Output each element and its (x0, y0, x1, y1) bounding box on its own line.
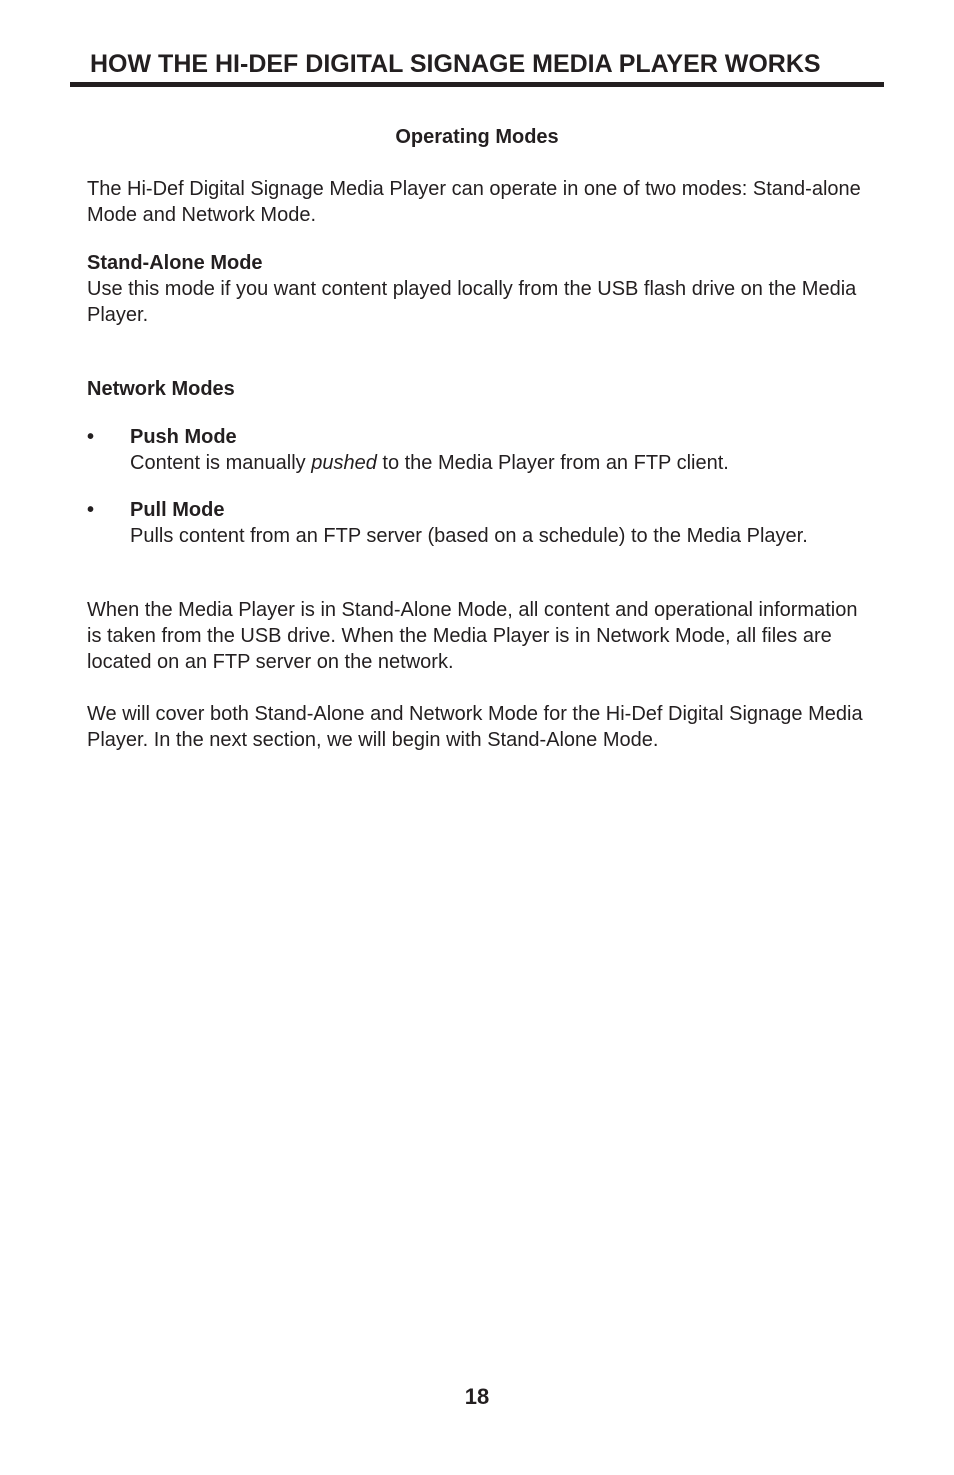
stand-alone-heading: Stand-Alone Mode (87, 252, 263, 274)
section-heading: Operating Modes (395, 126, 559, 148)
page-number: 18 (464, 1384, 490, 1409)
push-mode-description: Content is manually pushed to the Media Player from an FTP client. (130, 452, 729, 474)
title-divider (70, 82, 884, 87)
list-item-pull-mode (130, 497, 890, 549)
network-modes-heading: Network Modes (87, 378, 235, 400)
page-title: HOW THE HI-DEF DIGITAL SIGNAGE MEDIA PLAYER WORKS (90, 50, 821, 78)
pull-mode-title: Pull Mode (130, 499, 225, 521)
summary-paragraph-1: When the Media Player is in Stand-Alone Mode, all content and operational information is taken from the USB drive. When the Media Player is in Network Mode, all files are located on an FTP server on the network. (87, 599, 858, 673)
list-item-push-mode (130, 424, 890, 476)
stand-alone-paragraph: Use this mode if you want content played locally from the USB flash drive on the Media Player. (87, 278, 857, 326)
push-mode-emphasis: pushed (311, 452, 377, 474)
intro-paragraph: The Hi-Def Digital Signage Media Player can operate in one of two modes: Stand-alone Mode and Network Mode. (87, 178, 861, 226)
push-mode-title: Push Mode (130, 426, 237, 448)
bullet-point: • (87, 426, 95, 448)
summary-paragraph-2: We will cover both Stand-Alone and Network Mode for the Hi-Def Digital Signage Media Player. In the next section, we will begin with Stand-Alone Mode. (87, 703, 863, 751)
pull-mode-description: Pulls content from an FTP server (based on a schedule) to the Media Player. (130, 525, 808, 547)
bullet-point: • (87, 499, 95, 521)
